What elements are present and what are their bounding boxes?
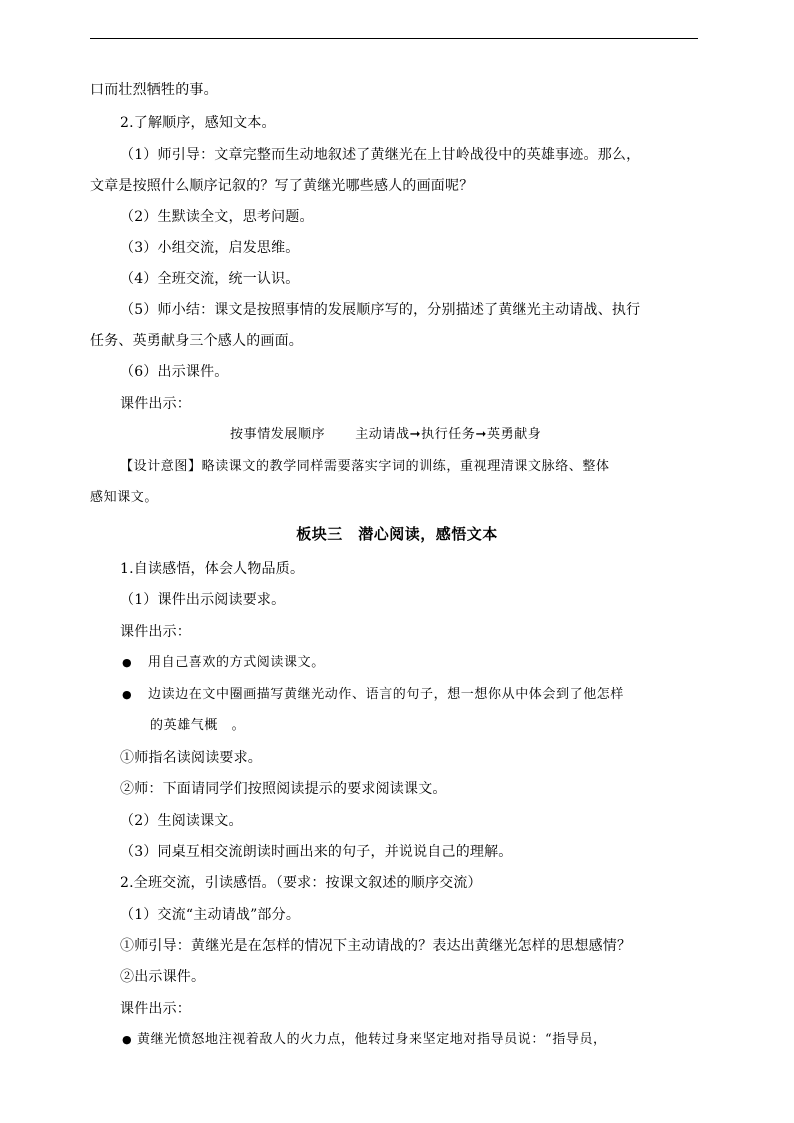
section-item: 1.自读感悟，体会人物品质。 (120, 561, 305, 577)
section-heading: 板块三 潜心阅读，感悟文本 (296, 525, 498, 543)
bullet-icon: ● (122, 688, 132, 701)
design-intent: 【设计意图】略读课文的教学同样需要落实字词的训练，重视理清课文脉络、整体 (120, 459, 610, 474)
text-line: ②出示课件。 (120, 969, 206, 985)
text-line: 文章是按照什么顺序记叙的？写了黄继光哪些感人的画面呢？ (90, 178, 474, 194)
bullet-text: 用自己喜欢的方式阅读课文。 (148, 655, 325, 670)
design-intent-cont: 感知课文。 (90, 490, 159, 505)
text-line: （2）生默读全文，思考问题。 (120, 209, 314, 225)
bullet-text-cont: 的英雄气概 。 (150, 718, 246, 733)
text-line: （4）全班交流，统一认识。 (120, 271, 300, 287)
courseware-sequence: 主动请战➞执行任务➞英勇献身 (355, 427, 542, 442)
text-line: ①师引导：黄继光是在怎样的情况下主动请战的？表达出黄继光怎样的思想感情？ (120, 938, 632, 954)
text-line: 课件出示： (120, 1001, 191, 1017)
header-rule (90, 38, 698, 39)
text-line: （3）同桌互相交流朗读时画出来的句子，并说说自己的理解。 (120, 844, 513, 860)
bullet-icon: ● (122, 656, 132, 669)
section-item: 2.了解顺序，感知文本。 (120, 115, 276, 131)
text-line: 课件出示： (120, 396, 191, 412)
text-line: ②师：下面请同学们按照阅读提示的要求阅读课文。 (120, 781, 447, 797)
bullet-text: 边读边在文中圈画描写黄继光动作、语言的句子，想一想你从中体会到了他怎样 (148, 687, 625, 702)
section-item: 2.全班交流，引读感悟。（要求：按课文叙述的顺序交流） (120, 875, 482, 891)
text-line: （6）出示课件。 (120, 364, 229, 380)
bullet-icon: ● (122, 1033, 132, 1046)
courseware-text (230, 425, 541, 445)
courseware-label: 按事情发展顺序 (230, 427, 326, 442)
text-line: （1）交流“主动请战”部分。 (120, 907, 301, 923)
text-line: （1）课件出示阅读要求。 (120, 592, 286, 608)
text-line: 任务、英勇献身三个感人的画面。 (90, 333, 303, 349)
text-line: （3）小组交流，启发思维。 (120, 240, 300, 256)
text-line: （2）生阅读课文。 (120, 813, 243, 829)
text-line: ①师指名读阅读要求。 (120, 750, 262, 766)
text-line: 课件出示： (120, 624, 191, 640)
bullet-text: 黄继光愤怒地注视着敌人的火力点，他转过身来坚定地对指导员说：“指导员， (137, 1032, 607, 1047)
text-line: （5）师小结：课文是按照事情的发展顺序写的，分别描述了黄继光主动请战、执行 (120, 302, 641, 318)
text-line: 口而壮烈牺牲的事。 (90, 82, 218, 98)
text-line: （1）师引导：文章完整而生动地叙述了黄继光在上甘岭战役中的英雄事迹。那么， (120, 147, 641, 163)
